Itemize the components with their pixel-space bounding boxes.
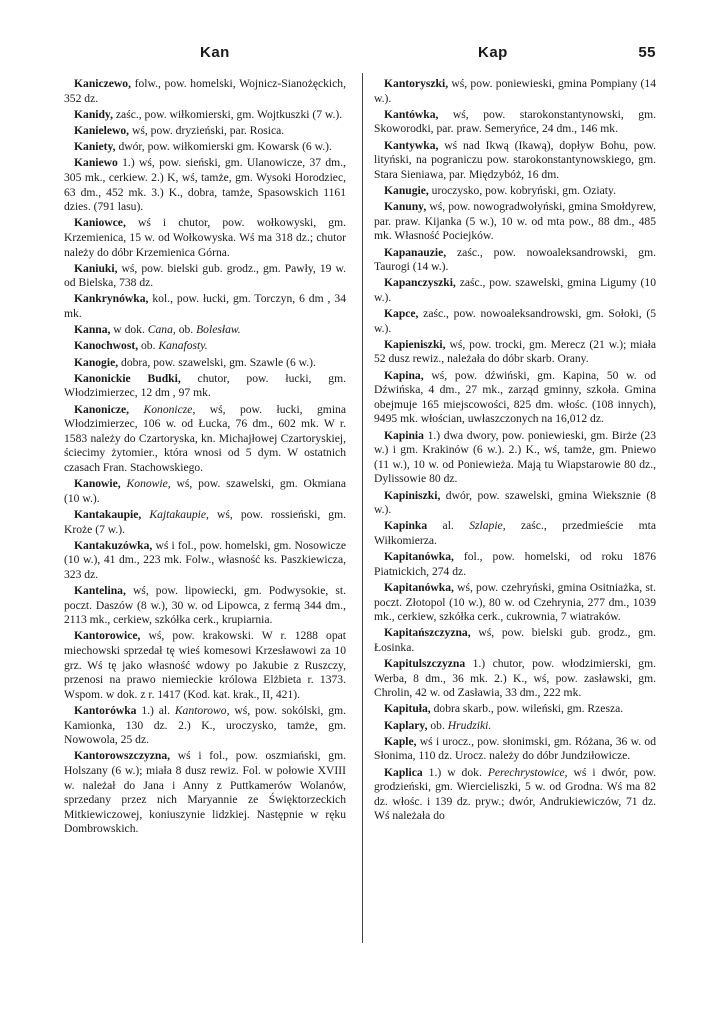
entry-headword: Kaniowce, xyxy=(74,216,126,230)
dictionary-entry xyxy=(64,140,346,155)
header-left-catchword: Kan xyxy=(200,44,230,61)
entry-headword: Kapiniszki, xyxy=(384,488,441,502)
entry-text: wś, pow. nowogradwołyński, gmina Smołdyrew, par. praw. Kijanka (5 w.), 10 w. od mta pow., 88 dm., 485 mk. Własność Pociejków. xyxy=(374,200,656,243)
dictionary-entry xyxy=(64,323,346,338)
entry-text: 1.) al. xyxy=(136,704,175,718)
entry-headword: Kanonickie Budki, xyxy=(74,371,181,385)
dictionary-entry xyxy=(64,356,346,371)
dictionary-entry xyxy=(374,108,656,137)
entry-text: zaśc., pow. nowoaleksandrowski, gm. Sołoki, (5 w.). xyxy=(374,307,656,335)
entry-text: ob. xyxy=(175,323,197,337)
entry-text: 1.) w dok. xyxy=(422,765,488,779)
entry-italic: Szlapie, xyxy=(469,519,506,533)
dictionary-entry xyxy=(374,719,656,734)
dictionary-entry xyxy=(64,629,346,702)
entry-headword: Kanowie, xyxy=(74,477,121,491)
entry-headword: Kapieniszki, xyxy=(384,337,446,351)
dictionary-entry xyxy=(64,749,346,837)
entry-text: al. xyxy=(427,519,470,533)
dictionary-entry xyxy=(374,766,656,824)
entry-text: wś, pow. poniewieski, gmina Pompiany (14 w.). xyxy=(374,77,656,105)
entry-headword: Kaniuki, xyxy=(74,261,118,275)
dictionary-entry xyxy=(64,508,346,537)
entry-text: 1.) dwa dwory, pow. poniewieski, gm. Birże (23 w.) i gm. Krakinów (6 w.). 2.) K., wś, tamże, gm. Pniewo (11 w.), 10 w. od Poniewieża. Mają tu Wiapstarowie 80 dz., Dylissowie 80 dz. xyxy=(374,428,656,486)
entry-text: wś, pow. rossieński, gm. Kroże (7 w.). xyxy=(64,507,346,536)
dictionary-entry xyxy=(374,246,656,275)
entry-text: wś i chutor, pow. wołkowyski, gm. Krzemienica, 15 w. od Wołkowyska. Wś ma 318 dz.; chutor należy do dóbr Krzemienica Górna. xyxy=(64,216,346,259)
dictionary-entry xyxy=(64,292,346,321)
dictionary-entry xyxy=(64,339,346,354)
entry-text: wś, pow. starokonstantynowski, gm. Skoworodki, par. praw. Semeryńce, 24 dm., 146 mk. xyxy=(374,107,656,136)
entry-headword: Kapce, xyxy=(384,307,419,321)
entry-headword: Kanna, xyxy=(74,323,111,337)
entry-text: wś i fol., pow. homelski, gm. Nosowicze (10 w.), 41 dm., 223 mk. Folw., własność ks. Paszkiewicza, 323 dz. xyxy=(64,538,346,581)
entry-headword: Kanuny, xyxy=(384,200,427,214)
entry-text: dobra, pow. szawelski, gm. Szawle (6 w.). xyxy=(118,355,316,369)
dictionary-entry xyxy=(374,369,656,427)
entry-text: zaśc., przedmieście mta Wiłkomierza. xyxy=(374,519,657,547)
entry-headword: Kantakuzówka, xyxy=(74,538,153,552)
entry-headword: Kanochwost, xyxy=(74,339,139,353)
dictionary-entry xyxy=(374,307,656,336)
entry-text: wś i dwór, pow. grodzieński, gm. Wiercieliszki, 5 w. od Grodna. Wś ma 82 dz. włośc. i 139 dz. pryw.; dwór, Andrukiewiczów, 71 dz. Wś należała do xyxy=(374,765,656,823)
entry-headword: Kapinia xyxy=(384,428,424,442)
entry-italic: Cana, xyxy=(147,323,176,337)
dictionary-entry xyxy=(374,626,656,655)
entry-text: zaśc., pow. szawelski, gmina Ligumy (10 w.). xyxy=(374,276,656,304)
entry-text: kol., pow. łucki, gm. Torczyn, 6 dm , 34 mk. xyxy=(64,292,346,321)
running-header xyxy=(60,44,656,64)
entry-headword: Kaniczewo, xyxy=(74,77,131,90)
dictionary-entry xyxy=(374,139,656,183)
header-right-catchword: Kap xyxy=(478,44,508,61)
dictionary-entry xyxy=(64,403,346,476)
entry-text: wś, pow. trocki, gm. Merecz (21 w.); miała 52 dusz rewiz., należała do dóbr skarb. Orany. xyxy=(374,337,656,366)
entry-headword: Kapitanówka, xyxy=(384,550,454,564)
dictionary-entry xyxy=(64,539,346,583)
entry-italic: Konowie, xyxy=(120,477,171,491)
entry-text: wś, pow. lipowiecki, gm. Podwysokie, st. poczt. Daszów (8 w.), 30 w. od Lipowca, z fermą 344 dm., 2113 mk., cerkiew, szkółka cerk., krupiarnia. xyxy=(64,584,346,627)
entry-text: dwór, pow. szawelski, gmina Wieksznie (8 w.). xyxy=(374,488,656,517)
entry-headword: Kantakaupie, xyxy=(74,507,142,521)
entry-headword: Kapanczyszki, xyxy=(384,276,456,290)
dictionary-entry xyxy=(374,429,656,487)
entry-text: dobra skarb., pow. wileński, gm. Rzesza. xyxy=(430,702,624,716)
entry-text: ob. xyxy=(138,339,159,353)
entry-headword: Kantywka, xyxy=(384,138,439,152)
entry-headword: Kapitulszczyzna xyxy=(384,657,466,671)
dictionary-entry xyxy=(64,156,346,214)
entry-text: wś, pow. dźwiński, gm. Kapina, 50 w. od Dźwińska, 4 dm., 27 mk., zarząd gminny, szkoła. Gmina obejmuje 165 miejscowości, 825 dm. włośc. (108 innych), 9495 mk. włościan, uwłaszczonych na 16,012 dz. xyxy=(374,368,656,426)
entry-text: wś, pow. czehryński, gmina Ositniażka, st. poczt. Złotopol (10 w.), 80 w. od Czehrynia, 277 dm., 1039 mk., cerkiew, szkółka cerk., cukrownia, 7 wiatraków. xyxy=(374,580,656,624)
entry-italic: Kanafosty. xyxy=(158,339,208,353)
entry-headword: Kapinka xyxy=(384,519,428,533)
dictionary-entry xyxy=(64,477,346,506)
entry-text: wś, pow. bielski gub. grodz., gm. Pawły, 19 w. od Bielska, 738 dz. xyxy=(64,261,346,290)
entry-headword: Kaple, xyxy=(384,734,417,748)
dictionary-entry xyxy=(64,216,346,260)
entry-text: chutor, pow. łucki, gm. Włodzimierzec, 12 dm , 97 mk. xyxy=(64,371,346,400)
entry-text: folw., pow. homelski, Wojnicz-Sianożęckich, 352 dz. xyxy=(64,77,346,105)
dictionary-entry xyxy=(374,184,656,199)
entry-text: wś, pow. krakowski. W r. 1288 opat miechowski sprzedał tę wieś komesowi Krzesławowi za 10 grz. Wś tę jako własność wdowy po Jakubie z Ruszczy, przenosi na prawo niemieckie królowa Elżbieta r. 1373. Wspom. w dok. z r. 1417 (Kod. kat. krak., II, 421). xyxy=(64,629,346,701)
entry-headword: Kaniety, xyxy=(74,140,116,154)
entry-italic: Kantorowo, xyxy=(174,704,230,718)
dictionary-entry xyxy=(64,262,346,291)
entry-text: fol., pow. homelski, od roku 1876 Piatnickich, 274 dz. xyxy=(374,550,656,578)
entry-text: 1.) chutor, pow. włodzimierski, gm. Werba, 8 dm., 36 mk. 2.) K., wś, pow. zasławski, gm. Chrolin, 42 w. od Zasławia, 33 dm., 222 mk. xyxy=(374,657,656,700)
dictionary-entry xyxy=(374,581,656,625)
dictionary-entry xyxy=(64,372,346,401)
dictionary-entry xyxy=(374,276,656,305)
entry-headword: Kapituła, xyxy=(384,702,431,716)
entry-italic: Kononicze, xyxy=(129,402,196,416)
entry-headword: Kapitanówka, xyxy=(384,580,454,594)
entry-headword: Kanidy, xyxy=(74,107,113,121)
dictionary-entry xyxy=(374,77,656,106)
entry-italic: Bolesław. xyxy=(196,323,241,337)
entry-text: wś i fol., pow. oszmiański, gm. Holszany (6 w.); miała 8 dusz rewiz. Fol. w połowie XVIII w. należał do Jana i Anny z Puttkamerów Wolanów, sprzedany przez nich Maryannie ze Święktorzeckich Mitkiewiczowej, koniuszynie lidzkiej. Następnie w ręku Dombrowskich. xyxy=(64,749,346,836)
entry-headword: Kantorowszczyzna, xyxy=(74,749,171,763)
entry-headword: Kantorowice, xyxy=(74,629,141,643)
entry-headword: Kankrynówka, xyxy=(74,292,149,306)
entry-headword: Kantorówka xyxy=(74,704,137,718)
entry-headword: Kapanauzie, xyxy=(384,245,447,259)
entry-headword: Kapitańszczyzna, xyxy=(384,626,471,640)
entry-headword: Kanogie, xyxy=(74,355,119,369)
entry-text: wś, pow. bielski gub. grodz., gm. Łosinka. xyxy=(374,626,656,654)
entry-text: w dok. xyxy=(110,323,148,337)
entry-headword: Kanielewo, xyxy=(74,123,130,137)
entry-text: wś, pow. łucki, gmina Włodzimierzec, 106 w. od Łucka, 76 dm., 602 mk. W r. 1583 należy do Czartoryska, kn. Michajłowej Czartoryskiej, ściecimy żytomier., która wnosi od 5 dym. W ostatnich czasach Fran. Stachowskiego. xyxy=(64,402,346,474)
dictionary-entry xyxy=(64,108,346,123)
column-divider xyxy=(362,73,363,943)
entry-text: uroczysko, pow. kobryński, gm. Oziaty. xyxy=(428,183,616,197)
entry-headword: Kapina, xyxy=(384,368,424,382)
entry-italic: Kajtakaupie, xyxy=(141,507,209,521)
entry-headword: Kaplica xyxy=(384,765,423,779)
entry-headword: Kantówka, xyxy=(384,107,439,121)
entry-text: dwór, pow. wiłkomierski gm. Kowarsk (6 w.). xyxy=(115,140,332,154)
entry-headword: Kaplary, xyxy=(384,718,428,732)
dictionary-entry xyxy=(374,519,656,548)
entry-headword: Kantelina, xyxy=(74,584,126,598)
entry-text: 1.) wś, pow. sieński, gm. Ulanowicze, 37 dm., 305 mk., cerkiew. 2.) K, wś, tamże, gm. Wysoki Horodziec, 63 dm., 452 mk. 3.) K., dobra, tamże, Spasowskich 1161 dzies. (791 lasu). xyxy=(64,156,346,214)
entry-headword: Kanonicze, xyxy=(74,402,130,416)
left-column xyxy=(64,77,346,839)
entry-headword: Kanugie, xyxy=(384,183,429,197)
dictionary-entry xyxy=(374,489,656,518)
entry-text: ob. xyxy=(427,718,448,732)
entry-text: wś i urocz., pow. słonimski, gm. Różana, 36 w. od Słonima, 110 dz. Urocz. należy do dóbr Jundziłowicze. xyxy=(374,734,656,763)
dictionary-entry xyxy=(374,702,656,717)
dictionary-entry xyxy=(374,735,656,764)
entry-headword: Kantoryszki, xyxy=(384,77,449,90)
dictionary-entry xyxy=(374,338,656,367)
right-column xyxy=(374,77,656,826)
dictionary-entry xyxy=(64,124,346,139)
entry-headword: Kaniewo xyxy=(74,156,118,170)
entry-italic: Hrudziki. xyxy=(447,718,492,732)
entry-text: wś, pow. sokólski, gm. Kamionka, 130 dz. 2.) K., uroczysko, tamże, gm. Nowowola, 25 dz. xyxy=(64,704,346,747)
dictionary-entry xyxy=(374,657,656,701)
page-number: 55 xyxy=(638,44,656,61)
entry-italic: Perechrystowice, xyxy=(487,765,568,779)
dictionary-entry xyxy=(64,77,346,106)
entry-text: zaśc., pow. nowoaleksandrowski, gm. Taurogi (14 w.). xyxy=(374,245,656,274)
entry-text: wś, pow. szawelski, gm. Okmiana (10 w.). xyxy=(64,477,346,505)
entry-text: wś, pow. dryzieński, par. Rosica. xyxy=(129,123,285,137)
dictionary-entry xyxy=(64,584,346,628)
entry-text: wś nad Ikwą (Ikawą), dopływ Bohu, pow. lityński, na pograniczu pow. starokonstantynowskiego, gm. Stara Sieniawa, par. Międzybóż, 16 dm. xyxy=(374,138,656,181)
dictionary-entry xyxy=(374,550,656,579)
entry-text: zaśc., pow. wiłkomierski, gm. Wojtkuszki (7 w.). xyxy=(113,107,343,121)
dictionary-entry xyxy=(64,704,346,748)
dictionary-entry xyxy=(374,200,656,244)
